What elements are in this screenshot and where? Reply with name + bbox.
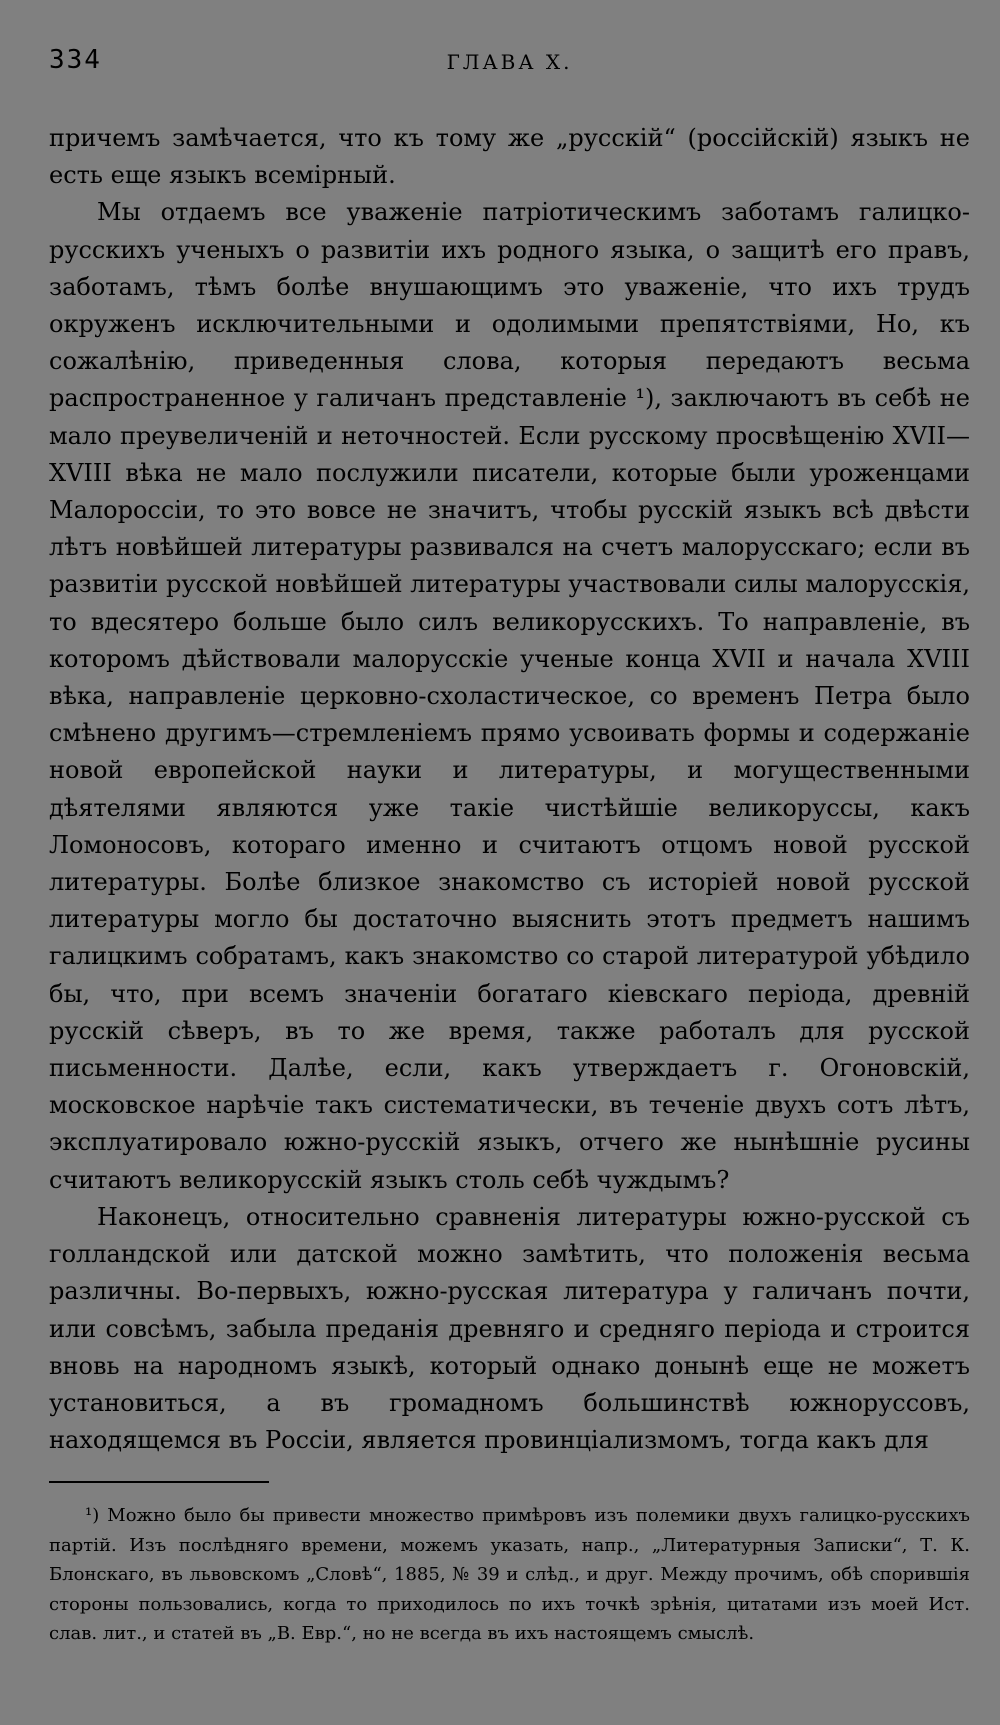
- footnote-divider: [49, 1481, 269, 1483]
- page-header: [49, 40, 970, 80]
- paragraph: Наконецъ, относительно сравненія литературы южно-русской съ голландской или датской можно замѣтить, что положенія весьма различны. Во-первыхъ, южно-русская литература у галичанъ почти, или совсѣмъ, забыла преданія древняго и средняго періода и строится вновь на народномъ языкѣ, который однако донынѣ еще не можетъ установиться, а въ громадномъ большинствѣ южноруссовъ, находящемся въ Россіи, является провинціализмомъ, тогда какъ для: [49, 1202, 970, 1455]
- paragraph: Мы отдаемъ все уваженіе патріотическимъ заботамъ галицко-русскихъ ученыхъ о развитіи ихъ родного языка, о защитѣ его правъ, заботамъ, тѣмъ болѣе внушающимъ это уваженіе, что ихъ трудъ окруженъ исключительными и одолимыми препятствіями, Но, къ сожалѣнію, приведенныя слова, которыя передаютъ весьма распространенное у галичанъ представленіе ¹), заключаютъ въ себѣ не мало преувеличеній и неточностей. Если русскому просвѣщенію XVII—XVIII вѣка не мало послужили писатели, которые были уроженцами Малороссіи, то это вовсе не значитъ, чтобы русскій языкъ всѣ двѣсти лѣтъ новѣйшей литературы развивался на счетъ малорусскаго; если въ развитіи русской новѣйшей литературы участвовали силы малорусскія, то вдесятеро больше было силъ великорусскихъ. То направленіе, въ которомъ дѣйствовали малорусскіе ученые конца XVII и начала XVIII вѣка, направленіе церковно-схоластическое, со временъ Петра было смѣнено другимъ—стремленіемъ прямо усвоивать формы и содержаніе новой европейской науки и литературы, и могущественными дѣятелями являются уже такіе чистѣйшіе великоруссы, какъ Ломоносовъ, котораго именно и считаютъ отцомъ новой русской литературы. Болѣе близкое знакомство съ исторіей новой русской литературы могло бы достаточно выяснить этотъ предметъ нашимъ галицкимъ собратамъ, какъ знакомство со старой литературой убѣдило бы, что, при всемъ значеніи богатаго кіевскаго періода, древній русскій сѣверъ, въ то же время, также работалъ для русской письменности. Далѣе, если, какъ утверждаетъ г. Огоновскій, московское нарѣчіе такъ систематически, въ теченіе двухъ сотъ лѣтъ, эксплуатировало южно-русскій языкъ, отчего же нынѣшніе русины считаютъ великорусскій языкъ столь себѣ чуждымъ?: [49, 198, 970, 1194]
- main-text: [49, 120, 970, 1459]
- footnotes: [49, 1501, 970, 1649]
- paragraph-continuation: причемъ замѣчается, что къ тому же „русскій“ (россійскій) языкъ не есть еще языкъ всемірный.: [49, 124, 970, 190]
- footnote: ¹) Можно было бы привести множество примѣровъ изъ полемики двухъ галицко-русскихъ партій. Изъ послѣдняго времени, можемъ указать, напр., „Литературныя Записки“, Т. К. Блонскаго, въ львовскомъ „Словѣ“, 1885, № 39 и слѣд., и друг. Между прочимъ, обѣ спорившія стороны пользовались, когда то приходилось по ихъ точкѣ зрѣнія, цитатами изъ моей Ист. слав. лит., и статей въ „В. Евр.“, но не всегда въ ихъ настоящемъ смыслѣ.: [49, 1505, 970, 1645]
- page-number: 334: [49, 45, 102, 75]
- chapter-title: ГЛАВА X.: [446, 50, 573, 74]
